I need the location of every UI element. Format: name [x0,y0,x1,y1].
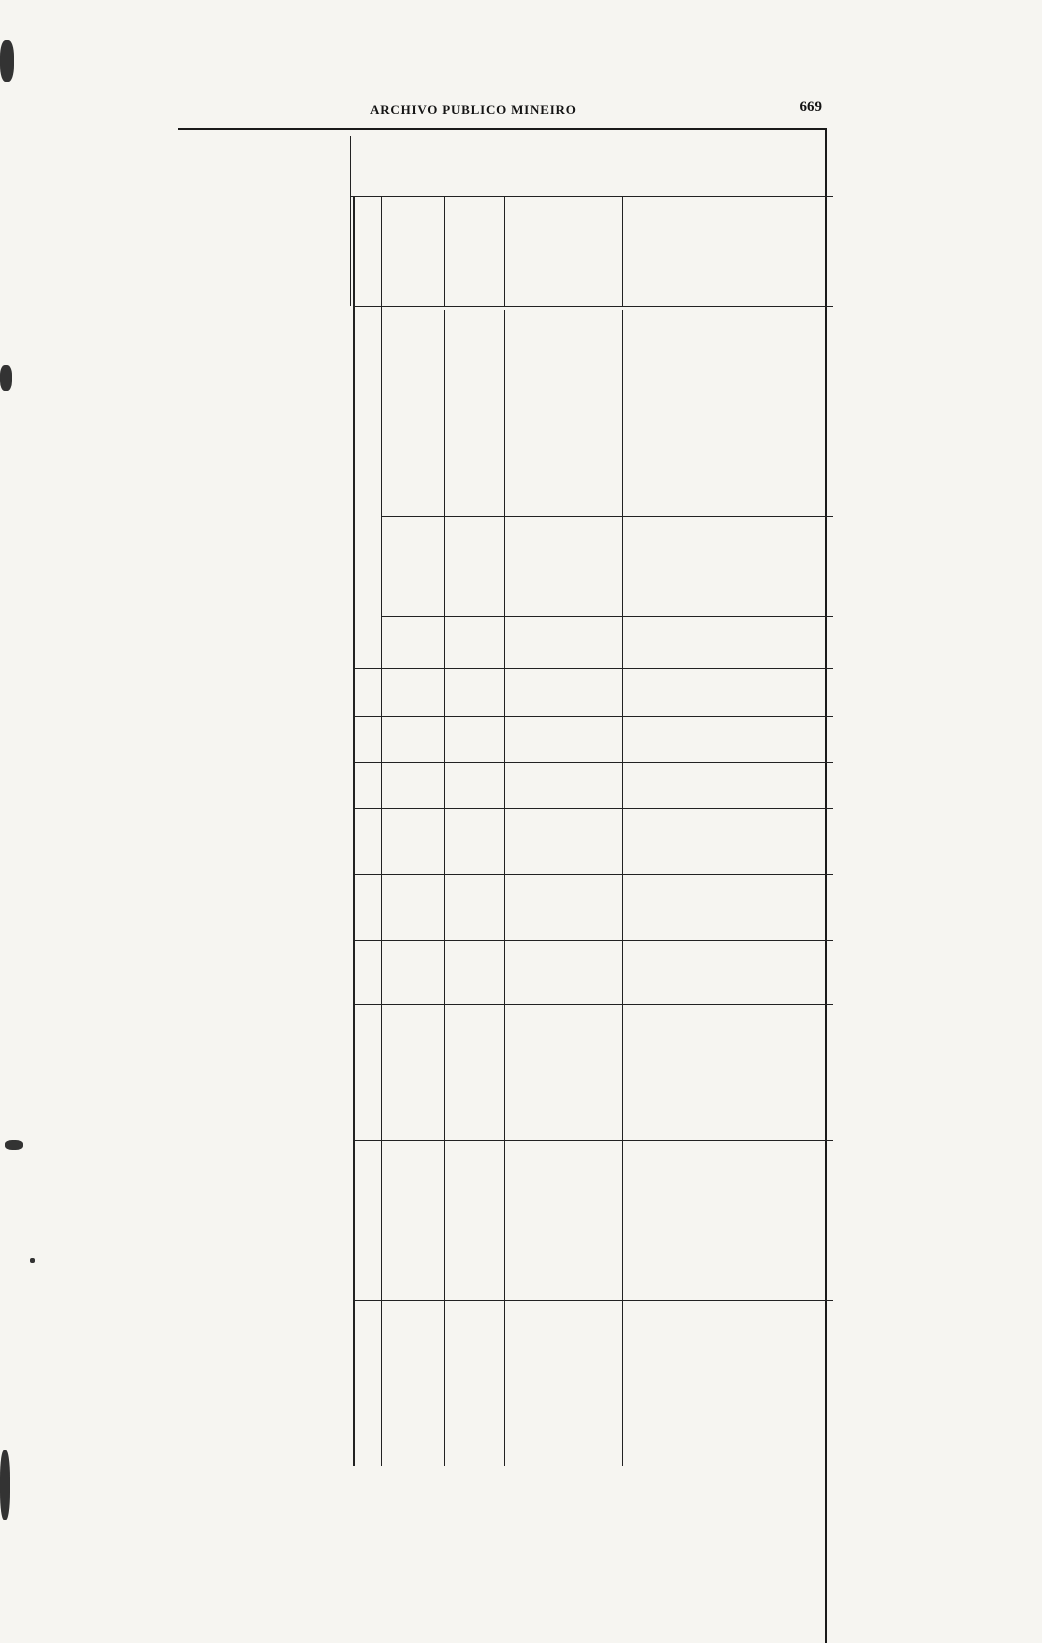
column-rule [355,762,833,763]
top-rule [178,128,826,130]
scan-mark [5,1140,23,1150]
table-bottom-rule [353,196,355,1466]
group-divider [622,310,623,1466]
column-rule [382,516,833,517]
column-rule [355,874,833,875]
column-rule [355,1004,833,1005]
column-rule [351,196,833,197]
scan-mark [0,1450,10,1520]
running-title: ARCHIVO PUBLICO MINEIRO [370,102,577,117]
column-rule [355,1300,833,1301]
page-number: 669 [799,99,822,115]
scan-mark [30,1258,35,1263]
column-rule [355,668,833,669]
group-divider [504,310,505,1466]
table-frame [178,136,833,1564]
column-rule [355,808,833,809]
column-rule [355,940,833,941]
column-rule [382,616,833,617]
termo-bottom-rule [350,136,351,306]
column-rule [355,1140,833,1141]
page-header [180,96,830,124]
freguesia-divider [622,196,623,306]
freguesia-divider [444,196,445,306]
scan-mark [0,40,14,82]
column-rule [355,716,833,717]
mining-table [178,136,833,1564]
scan-mark [0,365,12,391]
column-rule [355,306,833,307]
freguesia-divider [504,196,505,306]
totals-top-rule [381,196,382,1466]
group-divider [444,310,445,1466]
